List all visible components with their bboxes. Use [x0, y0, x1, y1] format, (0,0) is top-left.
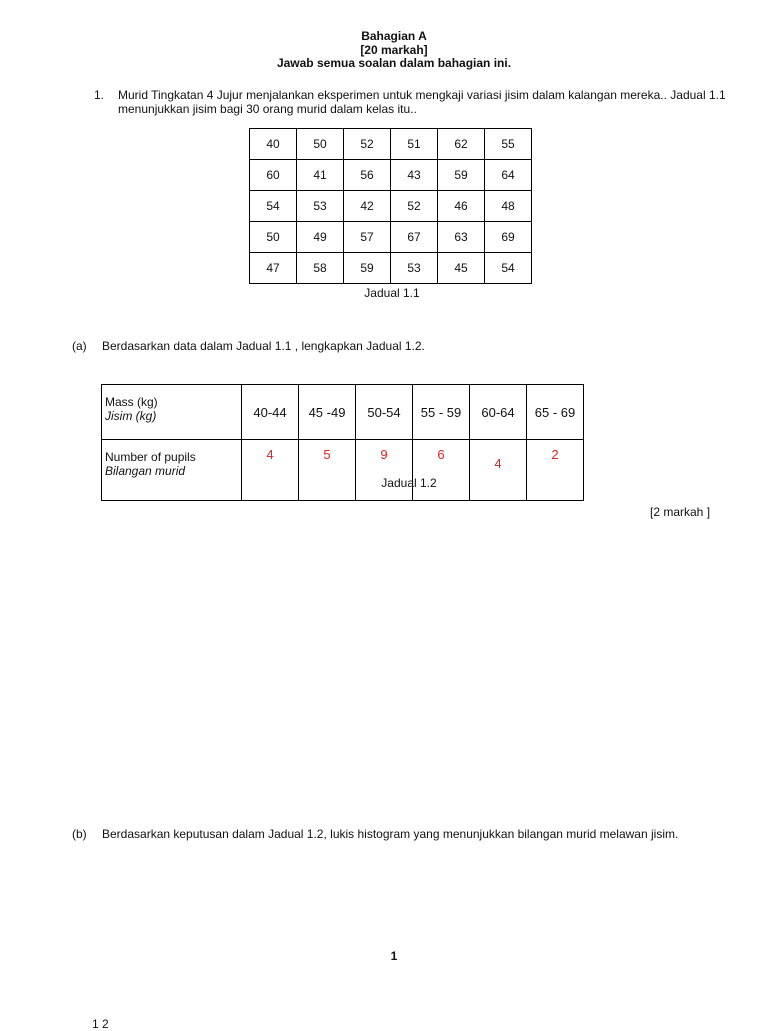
data-cell: 41	[297, 160, 344, 191]
data-row	[250, 191, 532, 222]
data-cell: 47	[250, 253, 297, 284]
count-label: Number of pupils	[105, 450, 196, 464]
question-number: 1.	[94, 88, 105, 102]
data-cell: 42	[344, 191, 391, 222]
range-cell: 60-64	[470, 385, 527, 440]
mass-row	[102, 385, 584, 440]
data-cell: 57	[344, 222, 391, 253]
range-cell: 40-44	[242, 385, 299, 440]
data-cell: 54	[485, 253, 532, 284]
data-cell: 53	[297, 191, 344, 222]
part-b-text: Berdasarkan keputusan dalam Jadual 1.2, lukis histogram yang menunjukkan bilangan murid melawan jisim.	[102, 827, 679, 841]
data-cell: 52	[391, 191, 438, 222]
mass-label: Mass (kg)	[105, 395, 158, 409]
count-cell: 6	[413, 440, 470, 501]
mass-data-table	[249, 128, 532, 284]
count-cell: 2	[527, 440, 584, 501]
section-header	[0, 30, 768, 71]
data-row	[250, 160, 532, 191]
data-cell: 67	[391, 222, 438, 253]
data-cell: 49	[297, 222, 344, 253]
data-cell: 51	[391, 129, 438, 160]
data-cell: 50	[297, 129, 344, 160]
data-cell: 63	[438, 222, 485, 253]
section-title: Bahagian A	[361, 29, 427, 43]
data-cell: 48	[485, 191, 532, 222]
data-cell: 40	[250, 129, 297, 160]
table-1-caption: Jadual 1.1	[364, 286, 420, 300]
data-cell: 64	[485, 160, 532, 191]
count-cell: 9	[356, 440, 413, 501]
data-cell: 69	[485, 222, 532, 253]
data-row	[250, 253, 532, 284]
data-cell: 52	[344, 129, 391, 160]
mass-row-header	[102, 385, 242, 440]
data-cell: 54	[250, 191, 297, 222]
data-cell: 58	[297, 253, 344, 284]
count-cell: 4	[470, 440, 527, 501]
data-cell: 62	[438, 129, 485, 160]
section-marks: [20 markah]	[360, 42, 428, 57]
data-cell: 59	[438, 160, 485, 191]
part-b-label: (b)	[72, 827, 87, 841]
range-cell: 45 -49	[299, 385, 356, 440]
question-text: Murid Tingkatan 4 Jujur menjalankan eksperimen untuk mengkaji variasi jisim dalam kalangan mereka.. Jadual 1.1 menunjukkan jisim bagi 30 orang murid dalam kelas itu..	[118, 88, 726, 116]
section-instruction: Jawab semua soalan dalam bahagian ini.	[276, 56, 512, 70]
part-a-text: Berdasarkan data dalam Jadual 1.1 , lengkapkan Jadual 1.2.	[102, 339, 425, 353]
count-cell: 4	[242, 440, 299, 501]
data-row	[250, 222, 532, 253]
mass-label-ms: Jisim (kg)	[105, 409, 157, 423]
data-cell: 55	[485, 129, 532, 160]
footer-fragment: 1 2	[92, 1017, 109, 1031]
count-cell: 5	[299, 440, 356, 501]
data-cell: 59	[344, 253, 391, 284]
data-cell: 45	[438, 253, 485, 284]
range-cell: 50-54	[356, 385, 413, 440]
part-a-label: (a)	[72, 339, 87, 353]
data-cell: 60	[250, 160, 297, 191]
range-cell: 65 - 69	[527, 385, 584, 440]
data-row	[250, 129, 532, 160]
page-number: 1	[390, 949, 398, 963]
table-2-caption: Jadual 1.2	[381, 476, 437, 490]
data-cell: 43	[391, 160, 438, 191]
count-row	[102, 440, 584, 501]
range-cell: 55 - 59	[413, 385, 470, 440]
data-cell: 56	[344, 160, 391, 191]
count-label-ms: Bilangan murid	[105, 464, 186, 478]
count-row-header	[102, 440, 242, 501]
data-cell: 50	[250, 222, 297, 253]
part-a-marks: [2 markah ]	[650, 505, 711, 519]
data-cell: 53	[391, 253, 438, 284]
data-cell: 46	[438, 191, 485, 222]
